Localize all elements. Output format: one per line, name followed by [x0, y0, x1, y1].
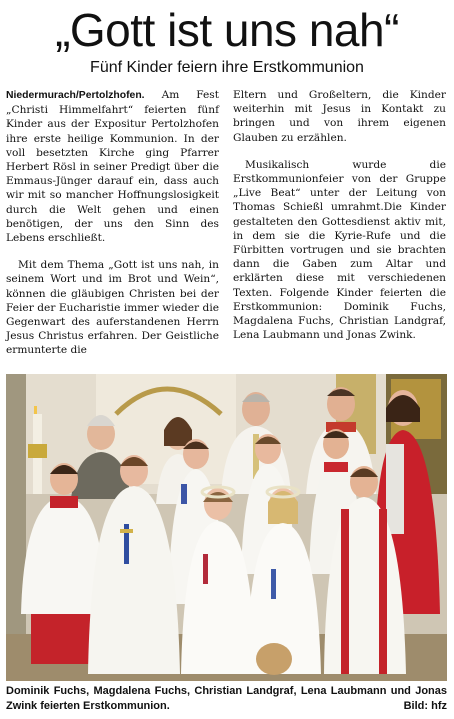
subheadline: Fünf Kinder feiern ihre Erstkommunion [90, 59, 364, 76]
paragraph-4: Musikalisch wurde die Erstkommunionfeier von der Gruppe „Live Beat“ unter der Leitung von Thomas Schießl umrahmt.Die Kinder gestalteten den Gottesdienst aktiv mit, in dem sie die Kyrie-Rufe und die Fürbitten vortrugen und sie brachten dann die Gaben zum Altar und erklärten diese mit verschiedenen Texten. Folgende Kinder feierten die Erstkommunion: Dominik Fuchs, Magdalena Fuchs, Christian Landgraf, Lena Laubmann und Jonas Zwink. [233, 158, 446, 342]
dateline: Niedermurach/Pertolzhofen. [6, 90, 145, 101]
caption-text: Dominik Fuchs, Magdalena Fuchs, Christian Landgraf, Lena Laubmann und Jonas Zwink feierten Erstkommunion. [6, 685, 447, 712]
photo-caption [6, 684, 447, 714]
group-photo [6, 374, 447, 681]
headline: „Gott ist uns nah“ [55, 4, 399, 56]
paragraph-1 [6, 88, 219, 245]
paragraph-1-text: Am Fest „Christi Himmelfahrt“ feierten fünf Kinder aus der Expositur Pertolzhofen ihre erste heilige Kommunion. In der voll besetzten Kirche ging Pfarrer Herbert Rösl in seiner Predigt über die Emmaus-Jünger darauf ein, dass auch wir mit so mancher Hoffnungslosigkeit durch die Welt gehen und einen benötigen, der uns den Sinn des Lebens erschließt. [6, 89, 219, 245]
photo-credit: Bild: hfz [403, 700, 447, 712]
text-column-left [6, 88, 219, 358]
text-column-right [233, 88, 446, 342]
paragraph-3: Eltern und Großeltern, die Kinder weiterhin mit Jesus in Kontakt zu bringen und von ihrem eigenen Glauben zu erzählen. [233, 89, 446, 144]
paragraph-2: Mit dem Thema „Gott ist uns nah, in seinem Wort und im Brot und Wein“, können die gläubigen Christen bei der Feier der Eucharistie immer wieder die Gegenwart des auferstandenen Herrn Jesus Christus erfahren. Der Geistliche ermunterte die [6, 259, 219, 357]
